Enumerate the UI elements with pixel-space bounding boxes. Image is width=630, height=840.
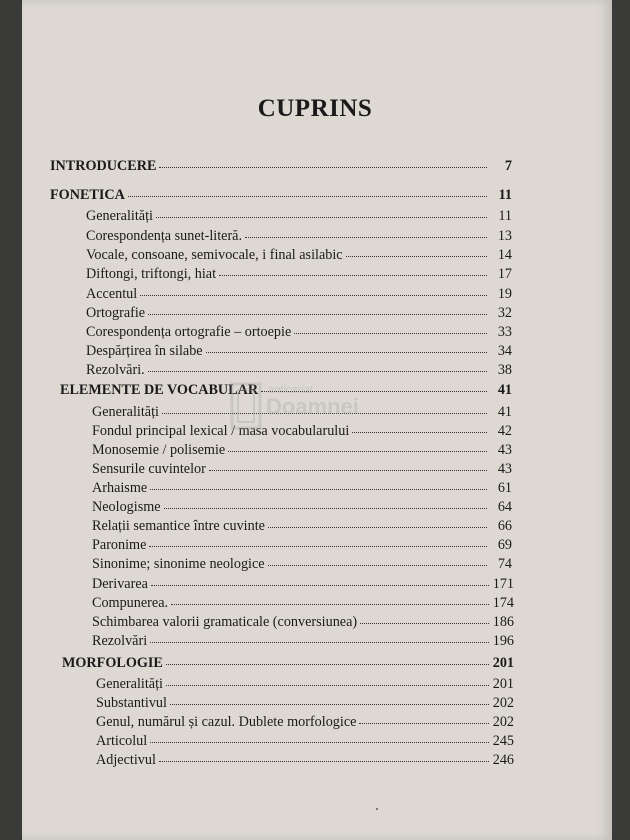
toc-entry [96, 676, 514, 693]
toc-entry-page: 74 [497, 556, 512, 572]
book-icon [230, 380, 264, 432]
dot-leader [148, 314, 487, 315]
toc-entry-label: Generalități [92, 404, 159, 420]
dot-leader [268, 527, 487, 528]
watermark-line1: anticariat [268, 384, 313, 396]
dot-leader [294, 333, 487, 334]
watermark-logo [230, 380, 400, 460]
toc-entry-page: 13 [497, 228, 512, 244]
toc-entry [86, 208, 512, 225]
toc-entry [96, 695, 514, 712]
toc-entry-page: 61 [497, 480, 512, 496]
toc-section [50, 158, 512, 175]
toc-entry-page: 34 [497, 343, 512, 359]
dot-leader [150, 489, 487, 490]
toc-entry [96, 733, 514, 750]
dot-leader [360, 623, 489, 624]
toc-entry-label: Arhaisme [92, 480, 148, 496]
dot-leader [170, 704, 489, 705]
toc-entry-label: Substantivul [96, 695, 167, 711]
toc-entry [96, 714, 514, 731]
toc-entry [92, 461, 512, 478]
toc-entry [92, 576, 514, 593]
toc-entry-label: Generalități [86, 208, 153, 224]
toc-entry [86, 247, 512, 264]
toc-entry-page: 64 [497, 499, 512, 515]
dot-leader [219, 275, 487, 276]
toc-entry-label: Sensurile cuvintelor [92, 461, 206, 477]
dot-leader [206, 352, 487, 353]
toc-entry [86, 305, 512, 322]
toc-entry-label: Accentul [86, 286, 138, 302]
toc-entry-page: 201 [492, 655, 514, 671]
toc-entry-page: 202 [492, 695, 514, 711]
watermark-brand: Doamnei [266, 394, 359, 419]
toc-entry-page: 171 [492, 576, 514, 592]
toc-entry-page: 11 [498, 208, 512, 224]
dot-leader [346, 256, 487, 257]
toc-entry-label: Articolul [96, 733, 148, 749]
toc-entry-page: 7 [504, 158, 512, 174]
dot-leader [151, 585, 489, 586]
toc-entry-page: 38 [497, 362, 512, 378]
toc-entry-page: 246 [492, 752, 514, 768]
toc-entry-label: Ortografie [86, 305, 146, 321]
toc-entry-label: Corespondența ortografie – ortoepie [86, 324, 292, 340]
toc-entry-page: 186 [492, 614, 514, 630]
toc-entry-label: Generalități [96, 676, 163, 692]
toc-entry [86, 324, 512, 341]
toc-section [50, 187, 512, 204]
toc-entry [86, 266, 512, 283]
toc-entry-page: 11 [498, 187, 512, 203]
dot-leader [149, 546, 487, 547]
toc-entry-page: 41 [497, 382, 512, 398]
toc-entry-page: 245 [492, 733, 514, 749]
toc-entry [86, 343, 512, 360]
dot-leader [166, 664, 489, 665]
dot-leader [359, 723, 489, 724]
toc-entry [92, 614, 514, 631]
toc-entry-page: 43 [497, 461, 512, 477]
dot-leader [166, 685, 489, 686]
dot-leader [159, 167, 487, 168]
dot-leader [150, 742, 489, 743]
toc-entry-page: 201 [492, 676, 514, 692]
toc-entry-label: INTRODUCERE [50, 158, 157, 174]
toc-entry-label: Sinonime; sinonime neologice [92, 556, 265, 572]
toc-entry-page: 202 [492, 714, 514, 730]
toc-entry-label: Corespondența sunet-literă. [86, 228, 243, 244]
dot-leader [164, 508, 487, 509]
dot-leader [128, 196, 487, 197]
toc-entry-label: ELEMENTE DE VOCABULAR [60, 382, 259, 398]
toc-entry-page: 33 [497, 324, 512, 340]
toc-entry [96, 752, 514, 769]
page-title: CUPRINS [257, 95, 373, 122]
toc-entry-page: 69 [497, 537, 512, 553]
toc-entry-label: Neologisme [92, 499, 161, 515]
toc-entry-page: 196 [492, 633, 514, 649]
toc-entry-label: Fondul principal lexical / masa vocabularului [92, 423, 350, 439]
dot-leader [140, 295, 487, 296]
toc-entry-label: FONETICA [50, 187, 125, 203]
dot-leader [171, 604, 489, 605]
toc-entry [86, 286, 512, 303]
toc-entry-page: 14 [497, 247, 512, 263]
toc-entry-page: 42 [497, 423, 512, 439]
toc-entry [92, 595, 514, 612]
toc-entry-page: 19 [497, 286, 512, 302]
toc-entry [92, 499, 512, 516]
page-speck [376, 808, 378, 810]
toc-entry-page: 41 [497, 404, 512, 420]
dot-leader [150, 642, 489, 643]
toc-entry-label: Relații semantice între cuvinte [92, 518, 265, 534]
toc-entry-label: Paronime [92, 537, 147, 553]
toc-entry-label: Monosemie / polisemie [92, 442, 226, 458]
dot-leader [209, 470, 487, 471]
dot-leader [148, 371, 487, 372]
toc-entry-label: Schimbarea valorii gramaticale (conversiunea) [92, 614, 358, 630]
toc-entry-label: Rezolvări. [86, 362, 145, 378]
toc-entry-page: 32 [497, 305, 512, 321]
toc-entry-page: 174 [492, 595, 514, 611]
toc-entry-page: 66 [497, 518, 512, 534]
toc-entry [92, 633, 514, 650]
toc-entry-label: Despărțirea în silabe [86, 343, 203, 359]
toc-entry [86, 228, 512, 245]
toc-entry-label: Diftongi, triftongi, hiat [86, 266, 217, 282]
toc-section [62, 655, 514, 672]
dot-leader [268, 565, 487, 566]
toc-entry-label: MORFOLOGIE [62, 655, 163, 671]
toc-entry-page: 43 [497, 442, 512, 458]
dot-leader [159, 761, 489, 762]
toc-entry-label: Rezolvări [92, 633, 148, 649]
toc-entry-label: Vocale, consoane, semivocale, i final asilabic [86, 247, 343, 263]
toc-entry [92, 537, 512, 554]
toc-entry-label: Compunerea. [92, 595, 169, 611]
dot-leader [156, 217, 487, 218]
toc-entry [92, 480, 512, 497]
dot-leader [245, 237, 487, 238]
toc-entry [92, 556, 512, 573]
toc-entry-label: Derivarea [92, 576, 148, 592]
toc-entry [86, 362, 512, 379]
toc-entry [92, 518, 512, 535]
toc-entry-page: 17 [497, 266, 512, 282]
toc-entry-label: Adjectivul [96, 752, 156, 768]
toc-entry-label: Genul, numărul și cazul. Dublete morfologice [96, 714, 357, 730]
